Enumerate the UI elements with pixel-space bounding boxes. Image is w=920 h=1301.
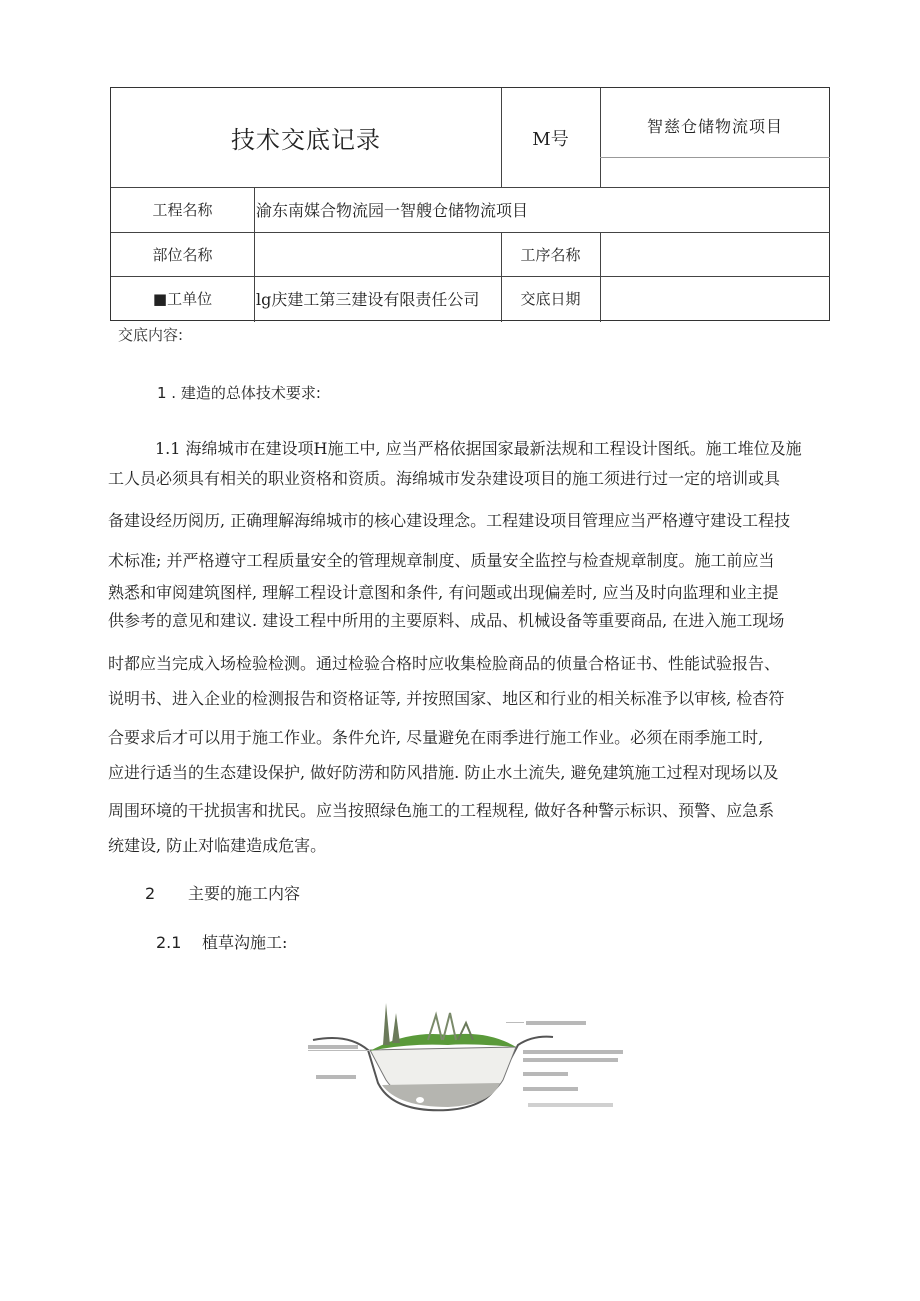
- paragraph-line: 统建设, 防止对临建造成危害。: [108, 836, 327, 855]
- paragraph-line: 周围环境的干扰损害和扰民。应当按照绿色施工的工程规程, 做好各种警示标识、预警、应急系: [108, 801, 775, 820]
- paragraph-line: 备建设经历阅历, 正确理解海绵城市的核心建设理念。工程建设项目管理应当严格遵守建设工程技: [108, 511, 791, 530]
- paragraph-line: 合要求后才可以用于施工作业。条件允许, 尽量避免在雨季进行施工作业。必须在雨季施工时,: [108, 728, 764, 747]
- paragraph-line: 时都应当完成入场检验检测。通过检验合格时应收集检脸商品的侦量合格证书、性能试验报告、: [108, 654, 781, 673]
- swale-illustration: [308, 995, 632, 1115]
- paragraph-line: 工人员必须具有相关的职业资格和资质。海绵城市发杂建设项目的施工须进行过一定的培训或具: [108, 469, 781, 488]
- paragraph-line: 供参考的意见和建议. 建设工程中所用的主要原料、成品、机械设备等重要商品, 在进入施工现场: [108, 611, 785, 630]
- paragraph-line: 说明书、进入企业的检测报告和资格证等, 并按照国家、地区和行业的相关标准予以审核, 检杳符: [108, 689, 785, 708]
- section-2-1-title: 植草沟施工:: [202, 933, 288, 952]
- label-placeholder: [308, 1045, 358, 1049]
- section-1-title: 1 . 建造的总体技术要求:: [157, 384, 321, 402]
- document-title: 技术交底记录: [231, 126, 381, 154]
- content-heading: 交底内容:: [118, 326, 184, 344]
- number-value: 智慈仓储物流项目: [646, 117, 783, 136]
- label-placeholder: [316, 1075, 356, 1079]
- section-2-title: 主要的施工内容: [188, 884, 301, 903]
- number-value-secondary: [600, 157, 830, 187]
- project-name-value: 渝东南媒合物流园一智艘仓储物流项目: [256, 201, 529, 220]
- construction-unit-label: ■工单位: [152, 290, 213, 308]
- section-2-number: 2: [145, 884, 156, 903]
- header-table: [110, 87, 830, 321]
- location-name-value: [254, 232, 501, 276]
- grass-swale-cross-section-diagram: [308, 995, 632, 1115]
- paragraph-line: 熟悉和审阅建筑图样, 理解工程设计意图和条件, 有问题或出现偏差时, 应当及时向监理和业主提: [108, 583, 779, 602]
- label-placeholder: [528, 1103, 613, 1107]
- handover-date-value: [600, 276, 830, 321]
- construction-unit-value: lg庆建工第三建设有限责任公司: [256, 290, 480, 309]
- project-name-label: 工程名称: [152, 201, 213, 219]
- number-label: M号: [532, 128, 569, 150]
- paragraph-line: 1.1 海绵城市在建设项H施工中, 应当严格依据国家最新法规和工程设计图纸。施工堆位及施: [155, 439, 802, 458]
- paragraph-line: 术标准; 并严格遵守工程质量安全的管理规章制度、质量安全监控与检查规章制度。施工前应当: [108, 551, 775, 570]
- label-placeholder: [523, 1087, 578, 1091]
- process-name-value: [600, 232, 830, 276]
- label-placeholder: [526, 1021, 586, 1025]
- section-2-1-number: 2.1: [156, 933, 182, 952]
- location-name-label: 部位名称: [152, 245, 213, 264]
- process-name-label: 工序名称: [520, 245, 581, 264]
- label-placeholder: [523, 1058, 618, 1062]
- handover-date-label: 交底日期: [520, 290, 581, 308]
- label-placeholder: [523, 1050, 623, 1054]
- paragraph-line: 应进行适当的生态建设保护, 做好防涝和防风措施. 防止水土流失, 避免建筑施工过程对现场以及: [108, 763, 779, 782]
- label-placeholder: [523, 1072, 568, 1076]
